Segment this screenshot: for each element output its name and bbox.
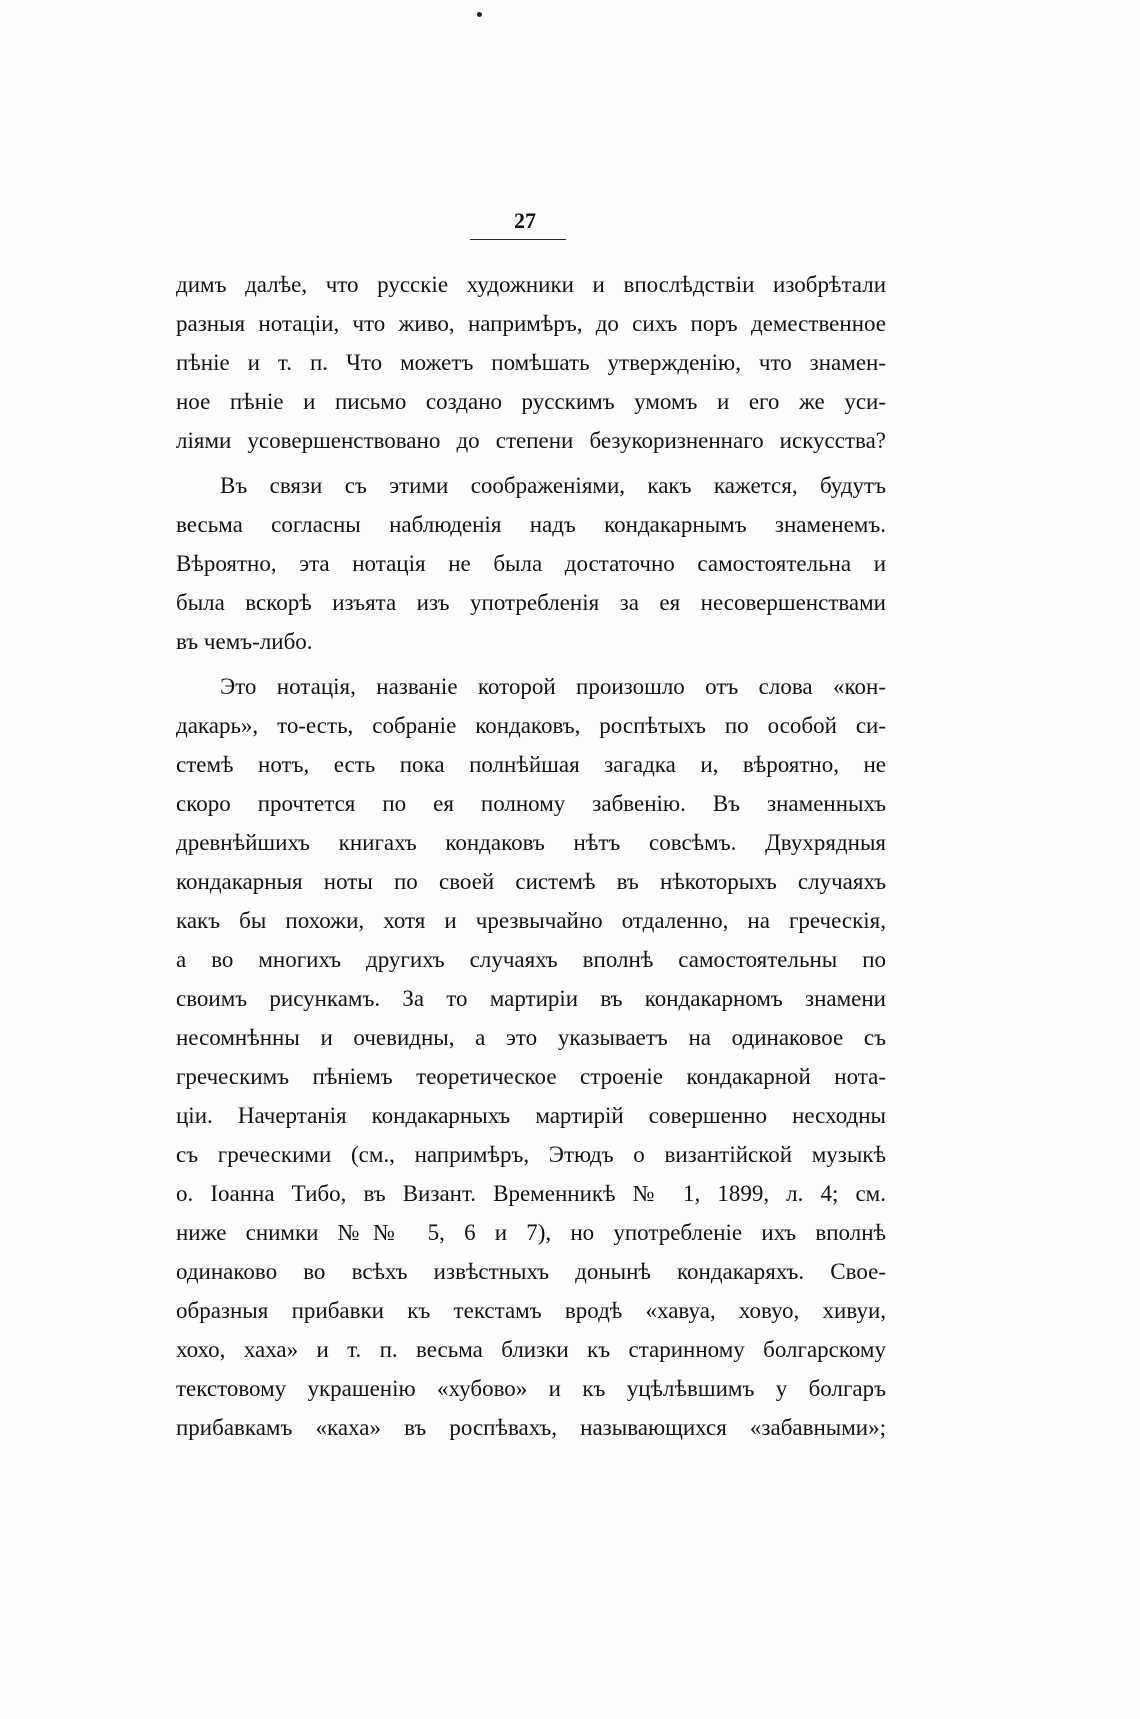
text-line: одинаково во всѣхъ извѣстныхъ донынѣ кондакаряхъ. Свое- bbox=[176, 1259, 886, 1284]
text-line: разныя нотаціи, что живо, напримѣръ, до сихъ поръ демественное bbox=[176, 311, 886, 336]
paragraph-1 bbox=[176, 265, 886, 460]
text-line: Это нотація, названіе которой произошло отъ слова «кон- bbox=[220, 674, 886, 699]
print-speck bbox=[477, 12, 482, 17]
text-line: Вѣроятно, эта нотація не была достаточно самостоятельна и bbox=[176, 551, 886, 576]
text-line: весьма согласны наблюденія надъ кондакарнымъ знаменемъ. bbox=[176, 512, 886, 537]
text-line: въ чемъ-либо. bbox=[176, 629, 313, 654]
text-line: пѣніе и т. п. Что можетъ помѣшать утвержденію, что знамен- bbox=[176, 350, 886, 375]
text-line: о. Іоанна Тибо, въ Визант. Временникѣ № 1, 1899, л. 4; см. bbox=[176, 1181, 886, 1206]
text-line: несомнѣнны и очевидны, а это указываетъ на одинаковое съ bbox=[176, 1025, 886, 1050]
body-text bbox=[176, 265, 886, 1447]
text-line: димъ далѣе, что русскіе художники и впослѣдствіи изобрѣтали bbox=[176, 272, 886, 297]
paragraph-3 bbox=[176, 667, 886, 1447]
text-line: ліями усовершенствовано до степени безукоризненнаго искусства? bbox=[176, 428, 886, 453]
text-line: ное пѣніе и письмо создано русскимъ умомъ и его же уси- bbox=[176, 389, 886, 414]
text-line: греческимъ пѣніемъ теоретическое строеніе кондакарной нота- bbox=[176, 1064, 886, 1089]
text-line: древнѣйшихъ книгахъ кондаковъ нѣтъ совсѣмъ. Двухрядныя bbox=[176, 830, 886, 855]
text-line: Въ связи съ этими соображеніями, какъ кажется, будутъ bbox=[220, 473, 886, 498]
text-line: своимъ рисункамъ. За то мартиріи въ кондакарномъ знамени bbox=[176, 986, 886, 1011]
text-line: прибавкамъ «каха» въ роспѣвахъ, называющихся «забавными»; bbox=[176, 1415, 886, 1440]
text-line: съ греческими (см., напримѣръ, Этюдъ о византійской музыкѣ bbox=[176, 1142, 886, 1167]
text-line: была вскорѣ изъята изъ употребленія за ея несовершенствами bbox=[176, 590, 886, 615]
text-line: скоро прочтется по ея полному забвенію. Въ знаменныхъ bbox=[176, 791, 886, 816]
text-line: ціи. Начертанія кондакарныхъ мартирій совершенно несходны bbox=[176, 1103, 886, 1128]
text-line: текстовому украшенію «хубово» и къ уцѣлѣвшимъ у болгаръ bbox=[176, 1376, 886, 1401]
text-line: ниже снимки №№ 5, 6 и 7), но употребленіе ихъ вполнѣ bbox=[176, 1220, 886, 1245]
text-line: хохо, хаха» и т. п. весьма близки къ старинному болгарскому bbox=[176, 1337, 886, 1362]
text-line: какъ бы похожи, хотя и чрезвычайно отдаленно, на греческія, bbox=[176, 908, 886, 933]
paragraph-2 bbox=[176, 466, 886, 661]
text-line: образныя прибавки къ текстамъ вродѣ «хавуа, ховуо, хивуи, bbox=[176, 1298, 886, 1323]
text-line: кондакарныя ноты по своей системѣ въ нѣкоторыхъ случаяхъ bbox=[176, 869, 886, 894]
page-number: 27 bbox=[514, 208, 536, 233]
text-line: стемѣ нотъ, есть пока полнѣйшая загадка и, вѣроятно, не bbox=[176, 752, 886, 777]
text-line: дакарь», то-есть, собраніе кондаковъ, роспѣтыхъ по особой си- bbox=[176, 713, 886, 738]
text-line: а во многихъ другихъ случаяхъ вполнѣ самостоятельны по bbox=[176, 947, 886, 972]
page-number-rule bbox=[470, 239, 566, 240]
